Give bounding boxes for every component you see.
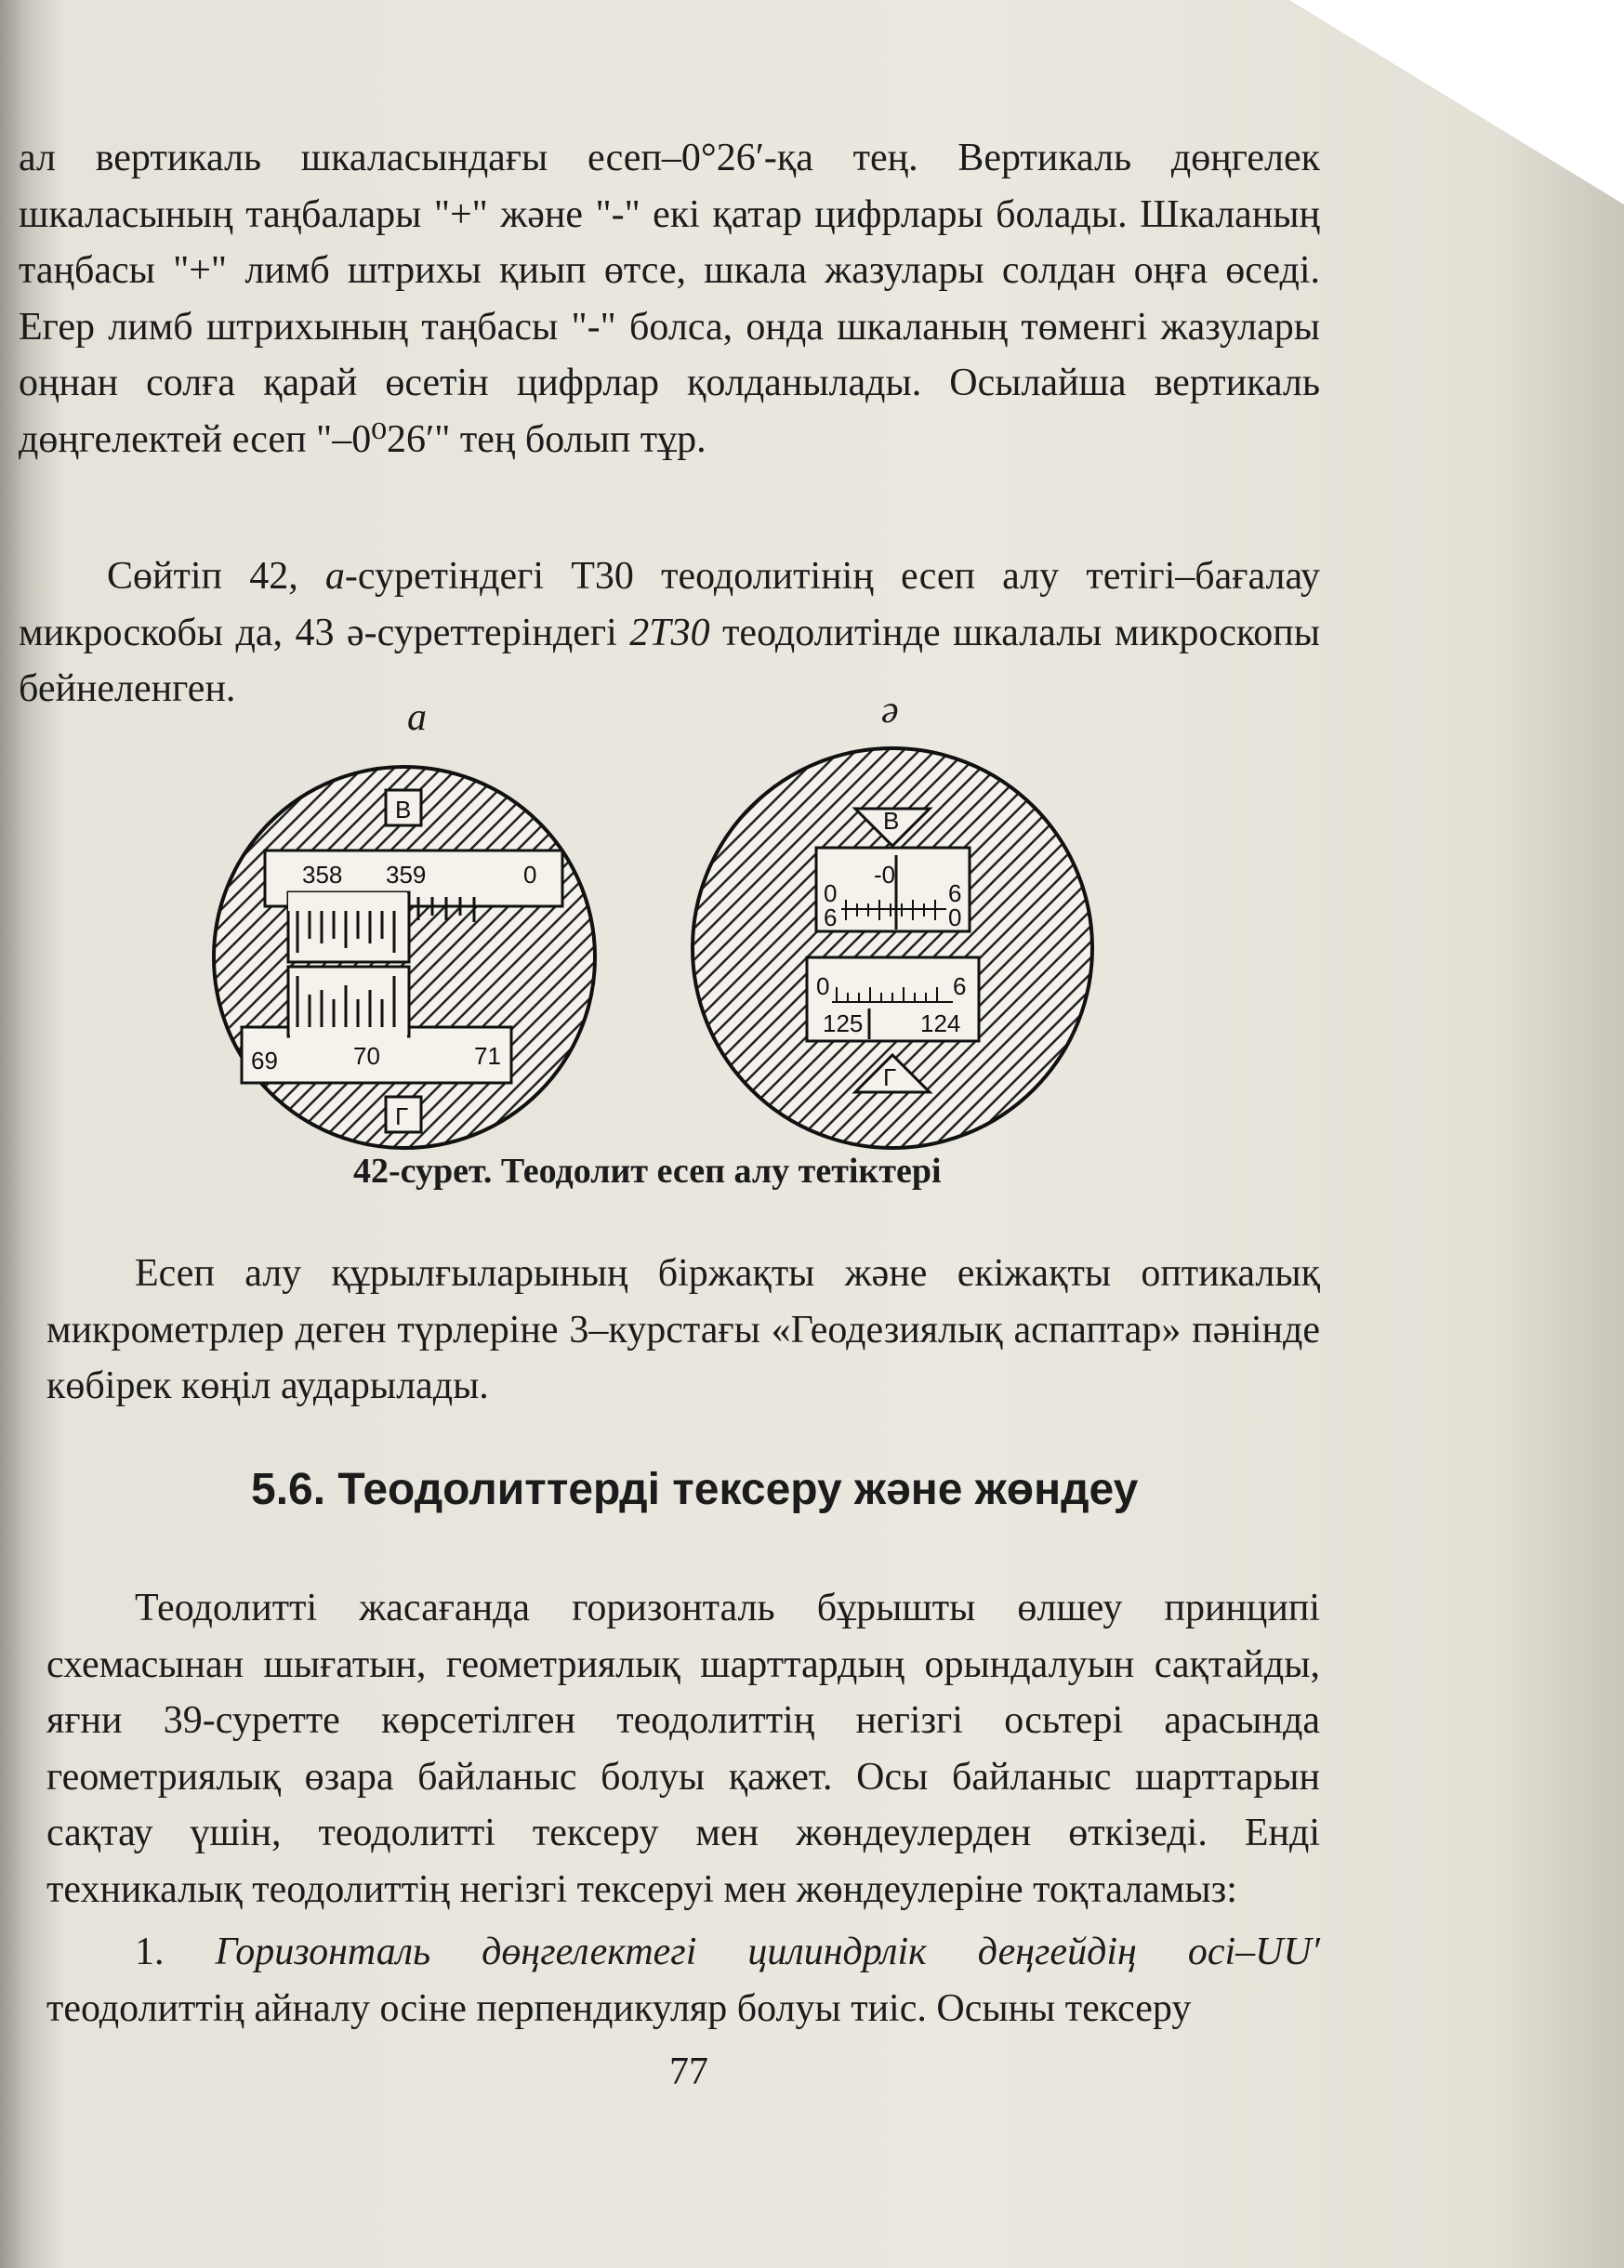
p2-mid: -суретіндегі Т30 теодолитінің есеп алу тетігі–бағалау микроскобы да, 43 ә-суреттеріндегі xyxy=(19,555,1320,654)
paragraph-2 xyxy=(19,548,1320,718)
section-heading: 5.6. Теодолиттерді тексеру және жөндеу xyxy=(251,1465,1139,1514)
p2-model: 2Т30 xyxy=(629,611,710,654)
dial-a-lower-left: 69 xyxy=(251,1047,278,1075)
dial-e-lower-num-right: 124 xyxy=(920,1009,961,1037)
p5-end: теодолиттің айналу осіне перпендикуляр болуы тиіс. Осыны тексеру xyxy=(46,1986,1192,2030)
dial-a-lower-right: 71 xyxy=(474,1042,501,1070)
figure-label-a: а xyxy=(407,696,427,739)
dial-a-upper-right: 359 xyxy=(386,861,427,889)
figure-caption: 42-сурет. Теодолит есеп алу тетіктері xyxy=(353,1152,942,1191)
p5-italic: Горизонталь дөңгелектегі цилиндрлік деңгейдің осі–UU′ xyxy=(215,1931,1320,1973)
dial-e-upper-right-top: 6 xyxy=(948,879,962,907)
dial-a-upper-zero: 0 xyxy=(523,861,537,889)
paragraph-5-text xyxy=(46,1924,1320,2037)
paragraph-4 xyxy=(46,1580,1320,1918)
dial-e-upper-left-bottom: 6 xyxy=(824,903,838,931)
dial-e-bottom-marker: Г xyxy=(883,1063,897,1091)
dial-e-lower-num-left: 125 xyxy=(823,1009,864,1037)
p2-a-letter: а xyxy=(324,555,345,598)
dial-e-figure xyxy=(688,744,1097,1153)
dial-e-lower-left: 0 xyxy=(816,972,830,1000)
paragraph-3-text: Есеп алу құрылғыларының біржақты және екіжақты оптикалық микрометрлер деген түрлеріне 3–курстағы «Геодезиялық аспаптар» пәнінде көбірек көңіл аударылады. xyxy=(46,1252,1320,1407)
dial-a-figure xyxy=(209,762,600,1153)
paragraph-1 xyxy=(19,130,1320,468)
p2-start: Сөйтіп 42, xyxy=(107,555,325,598)
paragraph-2-text xyxy=(19,548,1320,718)
dial-a-top-marker: В xyxy=(395,796,412,824)
dial-a-upper-left: 358 xyxy=(302,861,343,889)
page-number: 77 xyxy=(669,2050,708,2093)
paragraph-3 xyxy=(46,1246,1320,1415)
dial-e-upper-right-bottom: 0 xyxy=(948,903,962,931)
paragraph-5 xyxy=(46,1924,1320,2037)
paragraph-1-text: ал вертикаль шкаласындағы есеп–0°26′-қа тең. Вертикаль дөңгелек шкаласының таңбалары "+" және "-" екі қатар цифрлары болады. Шкаланың таңбасы "+" лимб штрихы қиып өтсе, шкала жазулары солдан оңға өседі. Егер лимб штрихының таңбасы "-" болса, онда шкаланың төменгі жазулары оңнан солға қарай өсетін цифрлар қолданылады. Осылайша вертикаль дөңгелектей есеп "–0⁰26′" тең болып тұр. xyxy=(19,137,1320,461)
paragraph-4-text: Теодолитті жасағанда горизонталь бұрышты өлшеу принципі схемасынан шығатын, геометриялық шарттардың орындалуын сақтайды, яғни 39-суретте көрсетілген теодолиттің негізгі осьтері арасында геометриялық өзара байланыс болуы қажет. Осы байланыс шарттарын сақтау үшін, теодолитті тексеру мен жөндеулерден өткізеді. Енді техникалық теодолиттің негізгі тексеруі мен жөндеулеріне тоқталамыз: xyxy=(46,1587,1320,1911)
dial-e-top-marker: В xyxy=(883,807,900,835)
dial-a-bottom-marker: Г xyxy=(395,1102,409,1130)
dial-e-upper-center: -0 xyxy=(874,861,896,889)
p5-number: 1. xyxy=(135,1931,216,1973)
p2-end: теодолитінде шкалалы микроскопы бейнеленген. xyxy=(19,611,1320,710)
dial-e-upper-left-top: 0 xyxy=(824,879,838,907)
dial-e-lower-right: 6 xyxy=(953,972,967,1000)
figure-label-e: ә xyxy=(881,689,899,732)
dial-a-lower-mid: 70 xyxy=(353,1042,380,1070)
